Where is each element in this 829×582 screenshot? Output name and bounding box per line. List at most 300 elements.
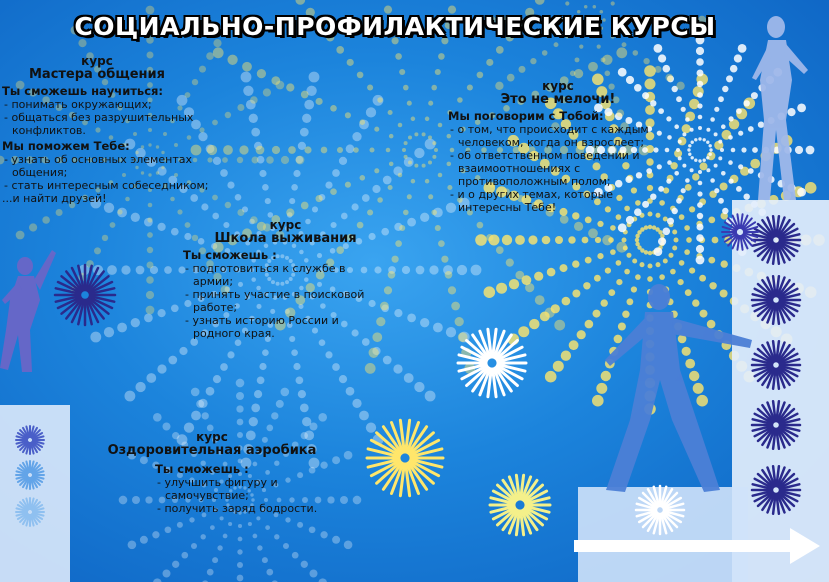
decor-dot (496, 46, 504, 54)
course-tag: курс (269, 218, 302, 232)
decor-dot (152, 531, 159, 538)
section-heading: Ты сможешь научиться: (2, 84, 163, 98)
decor-dot (572, 289, 580, 297)
decor-dot (565, 1, 569, 5)
decor-dot (621, 237, 626, 242)
decor-dot (708, 257, 715, 264)
decor-dot (310, 423, 318, 431)
decor-dot (668, 253, 673, 258)
decor-dot (663, 258, 668, 263)
decor-dot (196, 400, 204, 408)
decor-dot (471, 265, 482, 276)
decor-dot (693, 383, 704, 394)
decor-dot (435, 225, 441, 231)
decor-dot (144, 314, 153, 323)
decor-dot (696, 234, 704, 242)
decor-dot (252, 157, 259, 164)
decor-dot (257, 69, 266, 78)
decor-dot (432, 155, 436, 159)
decor-dot (227, 351, 234, 358)
decor-dot (635, 238, 639, 242)
decor-dot (276, 81, 285, 90)
decor-dot (691, 156, 694, 159)
decor-dot (496, 246, 504, 254)
decor-dot (428, 135, 432, 139)
decor-dot (312, 206, 318, 212)
decor-dot (597, 221, 603, 227)
decor-dot (519, 66, 526, 73)
decor-dot (286, 208, 294, 216)
decor-dot (220, 363, 228, 371)
decor-dot (689, 267, 695, 273)
decor-dot (561, 351, 571, 361)
decor-dot (301, 561, 308, 568)
decor-dot (251, 404, 260, 413)
decor-dot (579, 45, 583, 49)
course-tag: курс (196, 430, 228, 444)
decor-dot (658, 54, 666, 62)
decor-dot (276, 400, 284, 408)
decor-dot (618, 322, 626, 330)
decor-dot (145, 496, 152, 503)
decor-dot (309, 72, 320, 83)
decor-dot (570, 71, 576, 77)
decor-dot (574, 222, 583, 231)
decor-dot (253, 534, 258, 539)
decor-dot (438, 123, 443, 128)
decor-dot (389, 134, 394, 139)
list-item: - принять участие в поисковой работе; (183, 288, 388, 314)
decor-dot (699, 162, 707, 170)
decor-dot (741, 147, 746, 152)
decor-dot (679, 214, 685, 220)
decor-dot (238, 524, 242, 528)
decor-dot (366, 107, 376, 117)
decor-dot (191, 543, 197, 549)
decor-dot (682, 132, 686, 136)
course-tag: курс (542, 79, 574, 93)
decor-dot (709, 153, 712, 156)
decor-dot (610, 249, 616, 255)
decor-dot (691, 141, 694, 144)
decor-dot (626, 298, 633, 305)
decor-dot (367, 84, 373, 90)
decor-dot (626, 253, 631, 258)
course-tag: курс (81, 54, 113, 68)
decor-dot (237, 209, 244, 216)
decor-dot (332, 456, 340, 464)
decor-dot (428, 101, 433, 106)
decor-dot (352, 399, 361, 408)
decor-dot (489, 235, 500, 246)
decor-dot (647, 276, 653, 282)
decor-dot (119, 496, 128, 505)
decor-dot (797, 104, 806, 113)
decor-dot (403, 85, 409, 91)
decor-dot (714, 107, 719, 112)
decor-dot (117, 323, 127, 333)
decor-dot (398, 173, 403, 178)
decor-dot (263, 88, 271, 96)
section-heading: Мы поговорим с Тобой: (448, 109, 604, 123)
decor-dot (411, 117, 416, 122)
decor-dot (720, 260, 727, 267)
decor-dot (164, 266, 172, 274)
decor-dot (597, 45, 601, 49)
decor-dot (249, 114, 258, 123)
course-name: Оздоровительная аэробика (107, 443, 317, 458)
decor-dot (605, 71, 611, 77)
decor-dot (806, 146, 815, 155)
decor-dot (293, 170, 300, 177)
decor-dot (659, 274, 665, 280)
decor-dot (374, 127, 379, 132)
decor-dot (285, 517, 290, 522)
decor-dot (584, 5, 588, 9)
decor-dot (678, 156, 682, 160)
decor-dot (238, 537, 243, 542)
decor-dot (388, 110, 393, 115)
decor-dot (407, 314, 416, 323)
bullet-list (155, 476, 330, 515)
decor-dot (697, 70, 704, 77)
decor-dot (345, 112, 351, 118)
decor-dot (676, 198, 682, 204)
decor-dot (577, 330, 586, 339)
decor-dot (318, 578, 327, 582)
decor-dot (236, 405, 243, 412)
decor-dot (250, 96, 258, 104)
decor-dot (403, 210, 409, 216)
decor-dot (237, 104, 244, 111)
decor-dot (236, 379, 245, 388)
decor-dot (425, 179, 430, 184)
section-heading: Ты сможешь : (183, 248, 277, 262)
decor-dot (110, 222, 116, 228)
list-item: - узнать об основных элементах общения; (2, 153, 232, 179)
decor-dot (428, 160, 432, 164)
decor-dot (748, 168, 754, 174)
decor-dot (697, 202, 703, 208)
decor-dot (758, 122, 764, 128)
decor-dot (529, 319, 539, 329)
page-title: СОЦИАЛЬНО-ПРОФИЛАКТИЧЕСКИЕ КУРСЫ (74, 12, 716, 41)
decor-dot (667, 218, 674, 225)
decor-dot (256, 146, 265, 155)
decor-dot (257, 376, 265, 384)
decor-dot (372, 185, 380, 193)
decor-dot (121, 265, 130, 274)
decor-dot (280, 388, 289, 397)
decor-dot (374, 168, 379, 173)
decor-dot (146, 373, 156, 383)
decor-dot (729, 179, 734, 184)
decor-dot (688, 153, 691, 156)
decor-dot (171, 304, 179, 312)
decor-dot (259, 170, 266, 177)
decor-dot (731, 148, 736, 153)
decor-dot (425, 391, 436, 402)
decor-dot (684, 225, 690, 231)
decor-dot (422, 164, 426, 168)
decor-dot (389, 162, 394, 167)
decor-dot (438, 173, 443, 178)
decor-dot (721, 171, 726, 176)
decor-dot (438, 53, 445, 60)
decor-dot (689, 371, 699, 381)
decor-dot (703, 138, 706, 141)
decor-dot (237, 562, 243, 568)
decor-dot (583, 282, 590, 289)
decor-dot (136, 266, 145, 275)
decor-dot (696, 245, 704, 253)
decor-dot (383, 176, 392, 185)
decor-dot (339, 375, 347, 383)
decor-dot (688, 144, 691, 147)
decor-dot (626, 216, 634, 224)
decor-dot (432, 141, 436, 145)
decor-dot (696, 395, 708, 407)
decor-dot (555, 236, 563, 244)
list-item: - об ответственном поведении и взаимоотношениях с противоположным полом; (448, 149, 668, 188)
decor-dot (210, 525, 215, 530)
decor-dot (648, 251, 652, 255)
decor-dot (168, 356, 177, 365)
decor-dot (420, 213, 429, 222)
decor-dot (325, 351, 332, 358)
decor-dot (698, 170, 702, 174)
decor-dot (157, 309, 165, 317)
decor-dot (697, 191, 702, 196)
decor-dot (618, 223, 627, 232)
decor-dot (254, 390, 262, 398)
list-item: - и о других темах, которые интересны Тебе! (448, 188, 668, 214)
decor-dot (265, 198, 271, 204)
decor-dot (217, 545, 222, 550)
decor-dot (496, 283, 507, 294)
decor-dot (690, 168, 694, 172)
decor-dot (682, 164, 686, 168)
decor-dot (392, 256, 399, 263)
decor-dot (672, 208, 678, 214)
course-block-3 (107, 430, 330, 515)
decor-dot (575, 57, 580, 62)
decor-dot (281, 156, 289, 164)
decor-dot (631, 286, 637, 292)
decor-dot (408, 160, 412, 164)
decor-dot (353, 496, 362, 505)
decor-dot (706, 141, 709, 144)
decor-dot (347, 59, 354, 66)
decor-dot (291, 349, 298, 356)
decor-dot (131, 318, 140, 327)
decor-dot (592, 310, 600, 318)
decor-dot (569, 340, 579, 350)
decor-dot (734, 54, 742, 62)
decor-dot (360, 175, 366, 181)
decor-dot (295, 0, 305, 5)
decor-dot (135, 382, 145, 392)
decor-dot (153, 578, 162, 582)
decor-dot (128, 540, 137, 549)
decor-dot (673, 237, 678, 242)
decor-dot (359, 411, 369, 421)
decor-dot (293, 363, 300, 370)
decor-dot (302, 114, 311, 123)
decor-dot (477, 222, 484, 229)
decor-dot (722, 86, 728, 92)
decor-dot (676, 82, 684, 90)
decor-dot (153, 413, 162, 422)
decor-dot (147, 247, 153, 253)
decor-dot (750, 159, 760, 169)
decor-dot (297, 522, 303, 528)
decor-dot (319, 339, 326, 346)
decor-dot (699, 275, 706, 282)
decor-dot (706, 168, 710, 172)
list-item: - узнать историю России и родного края. (183, 314, 388, 340)
decor-dot (425, 117, 430, 122)
decor-dot (404, 373, 414, 383)
decor-dot (692, 173, 699, 180)
decor-dot (600, 299, 607, 306)
decor-dot (616, 47, 627, 58)
decor-dot (572, 260, 579, 267)
decor-dot (340, 496, 348, 504)
decor-dot (502, 235, 512, 245)
decor-dot (383, 356, 392, 365)
decor-dot (301, 202, 309, 210)
decor-dot (672, 245, 677, 250)
decor-dot (336, 46, 344, 54)
section-heading: Ты сможешь : (155, 462, 249, 476)
decor-dot (655, 66, 662, 73)
decor-dot (728, 135, 733, 140)
decor-dot (559, 264, 567, 272)
decor-dot (407, 194, 412, 199)
decor-dot (448, 286, 456, 294)
decor-dot (515, 235, 525, 245)
decor-dot (446, 327, 456, 337)
decor-dot (325, 182, 332, 189)
decor-dot (720, 289, 728, 297)
decor-dot (131, 213, 140, 222)
decor-dot (206, 387, 215, 396)
bullet-list (183, 262, 388, 340)
decor-dot (551, 304, 560, 313)
decor-dot (618, 68, 627, 77)
decor-dot (321, 147, 328, 154)
decor-dot (237, 419, 244, 426)
decor-dot (251, 128, 260, 137)
decor-dot (237, 575, 244, 582)
decor-dot (94, 247, 101, 254)
decor-dot (718, 140, 722, 144)
decor-dot (422, 132, 426, 136)
decor-dot (296, 156, 305, 165)
decor-dot (339, 157, 347, 165)
decor-dot (689, 206, 695, 212)
decor-dot (235, 339, 242, 346)
decor-dot (369, 147, 374, 152)
decor-dot (654, 44, 663, 53)
course-block-2 (183, 219, 388, 340)
decor-dot (568, 236, 575, 243)
list-item: - общаться без разрушительных конфликтов. (2, 111, 232, 137)
decor-dot (698, 115, 703, 120)
decor-dot (685, 117, 690, 122)
decor-dot (56, 209, 63, 216)
decor-dot (682, 347, 691, 356)
decor-dot (614, 335, 623, 344)
decor-dot (736, 108, 742, 114)
decor-dot (616, 214, 622, 220)
decor-dot (554, 320, 565, 331)
decor-dot (457, 265, 467, 275)
decor-dot (647, 263, 652, 268)
decor-dot (90, 332, 101, 343)
decor-dot (420, 318, 429, 327)
decor-dot (304, 146, 311, 153)
decor-dot (332, 536, 340, 544)
decor-dot (588, 228, 598, 238)
course-closing: ...и найти друзей! (2, 192, 107, 205)
decor-dot (718, 96, 724, 102)
decor-dot (744, 194, 750, 200)
decor-dot (414, 148, 424, 158)
decor-dot (399, 225, 405, 231)
decor-dot (236, 392, 244, 400)
decor-dot (300, 128, 309, 137)
decor-dot (643, 58, 649, 64)
decor-dot (266, 156, 274, 164)
decor-dot (243, 86, 253, 96)
decor-dot (316, 195, 323, 202)
decor-dot (528, 235, 537, 244)
decor-dot (298, 390, 306, 398)
decor-dot (486, 59, 493, 66)
decor-dot (304, 100, 314, 110)
decor-dot (163, 423, 171, 431)
decor-dot (181, 552, 188, 559)
course-name: Мастера общения (28, 67, 165, 82)
decor-dot (698, 137, 701, 140)
decor-dot (330, 188, 337, 195)
decor-dot (582, 237, 589, 244)
decor-dot (670, 269, 676, 275)
decor-dot (597, 253, 603, 259)
decor-dot (697, 213, 703, 219)
decor-dot (594, 275, 601, 282)
decor-dot (428, 194, 433, 199)
decor-dot (272, 146, 280, 154)
decor-dot (104, 327, 114, 337)
decor-dot (332, 169, 340, 177)
decor-dot (672, 229, 677, 234)
decor-dot (678, 140, 682, 144)
decor-dot (686, 237, 692, 243)
section-heading: Мы поможем Тебе: (2, 139, 130, 153)
decor-dot (107, 265, 117, 275)
decor-dot (522, 275, 532, 285)
decor-dot (179, 347, 187, 355)
decor-dot (404, 141, 408, 145)
decor-dot (146, 291, 154, 299)
decor-dot (393, 364, 402, 373)
decor-dot (706, 128, 710, 132)
decor-dot (685, 359, 695, 369)
decor-dot (687, 148, 690, 151)
